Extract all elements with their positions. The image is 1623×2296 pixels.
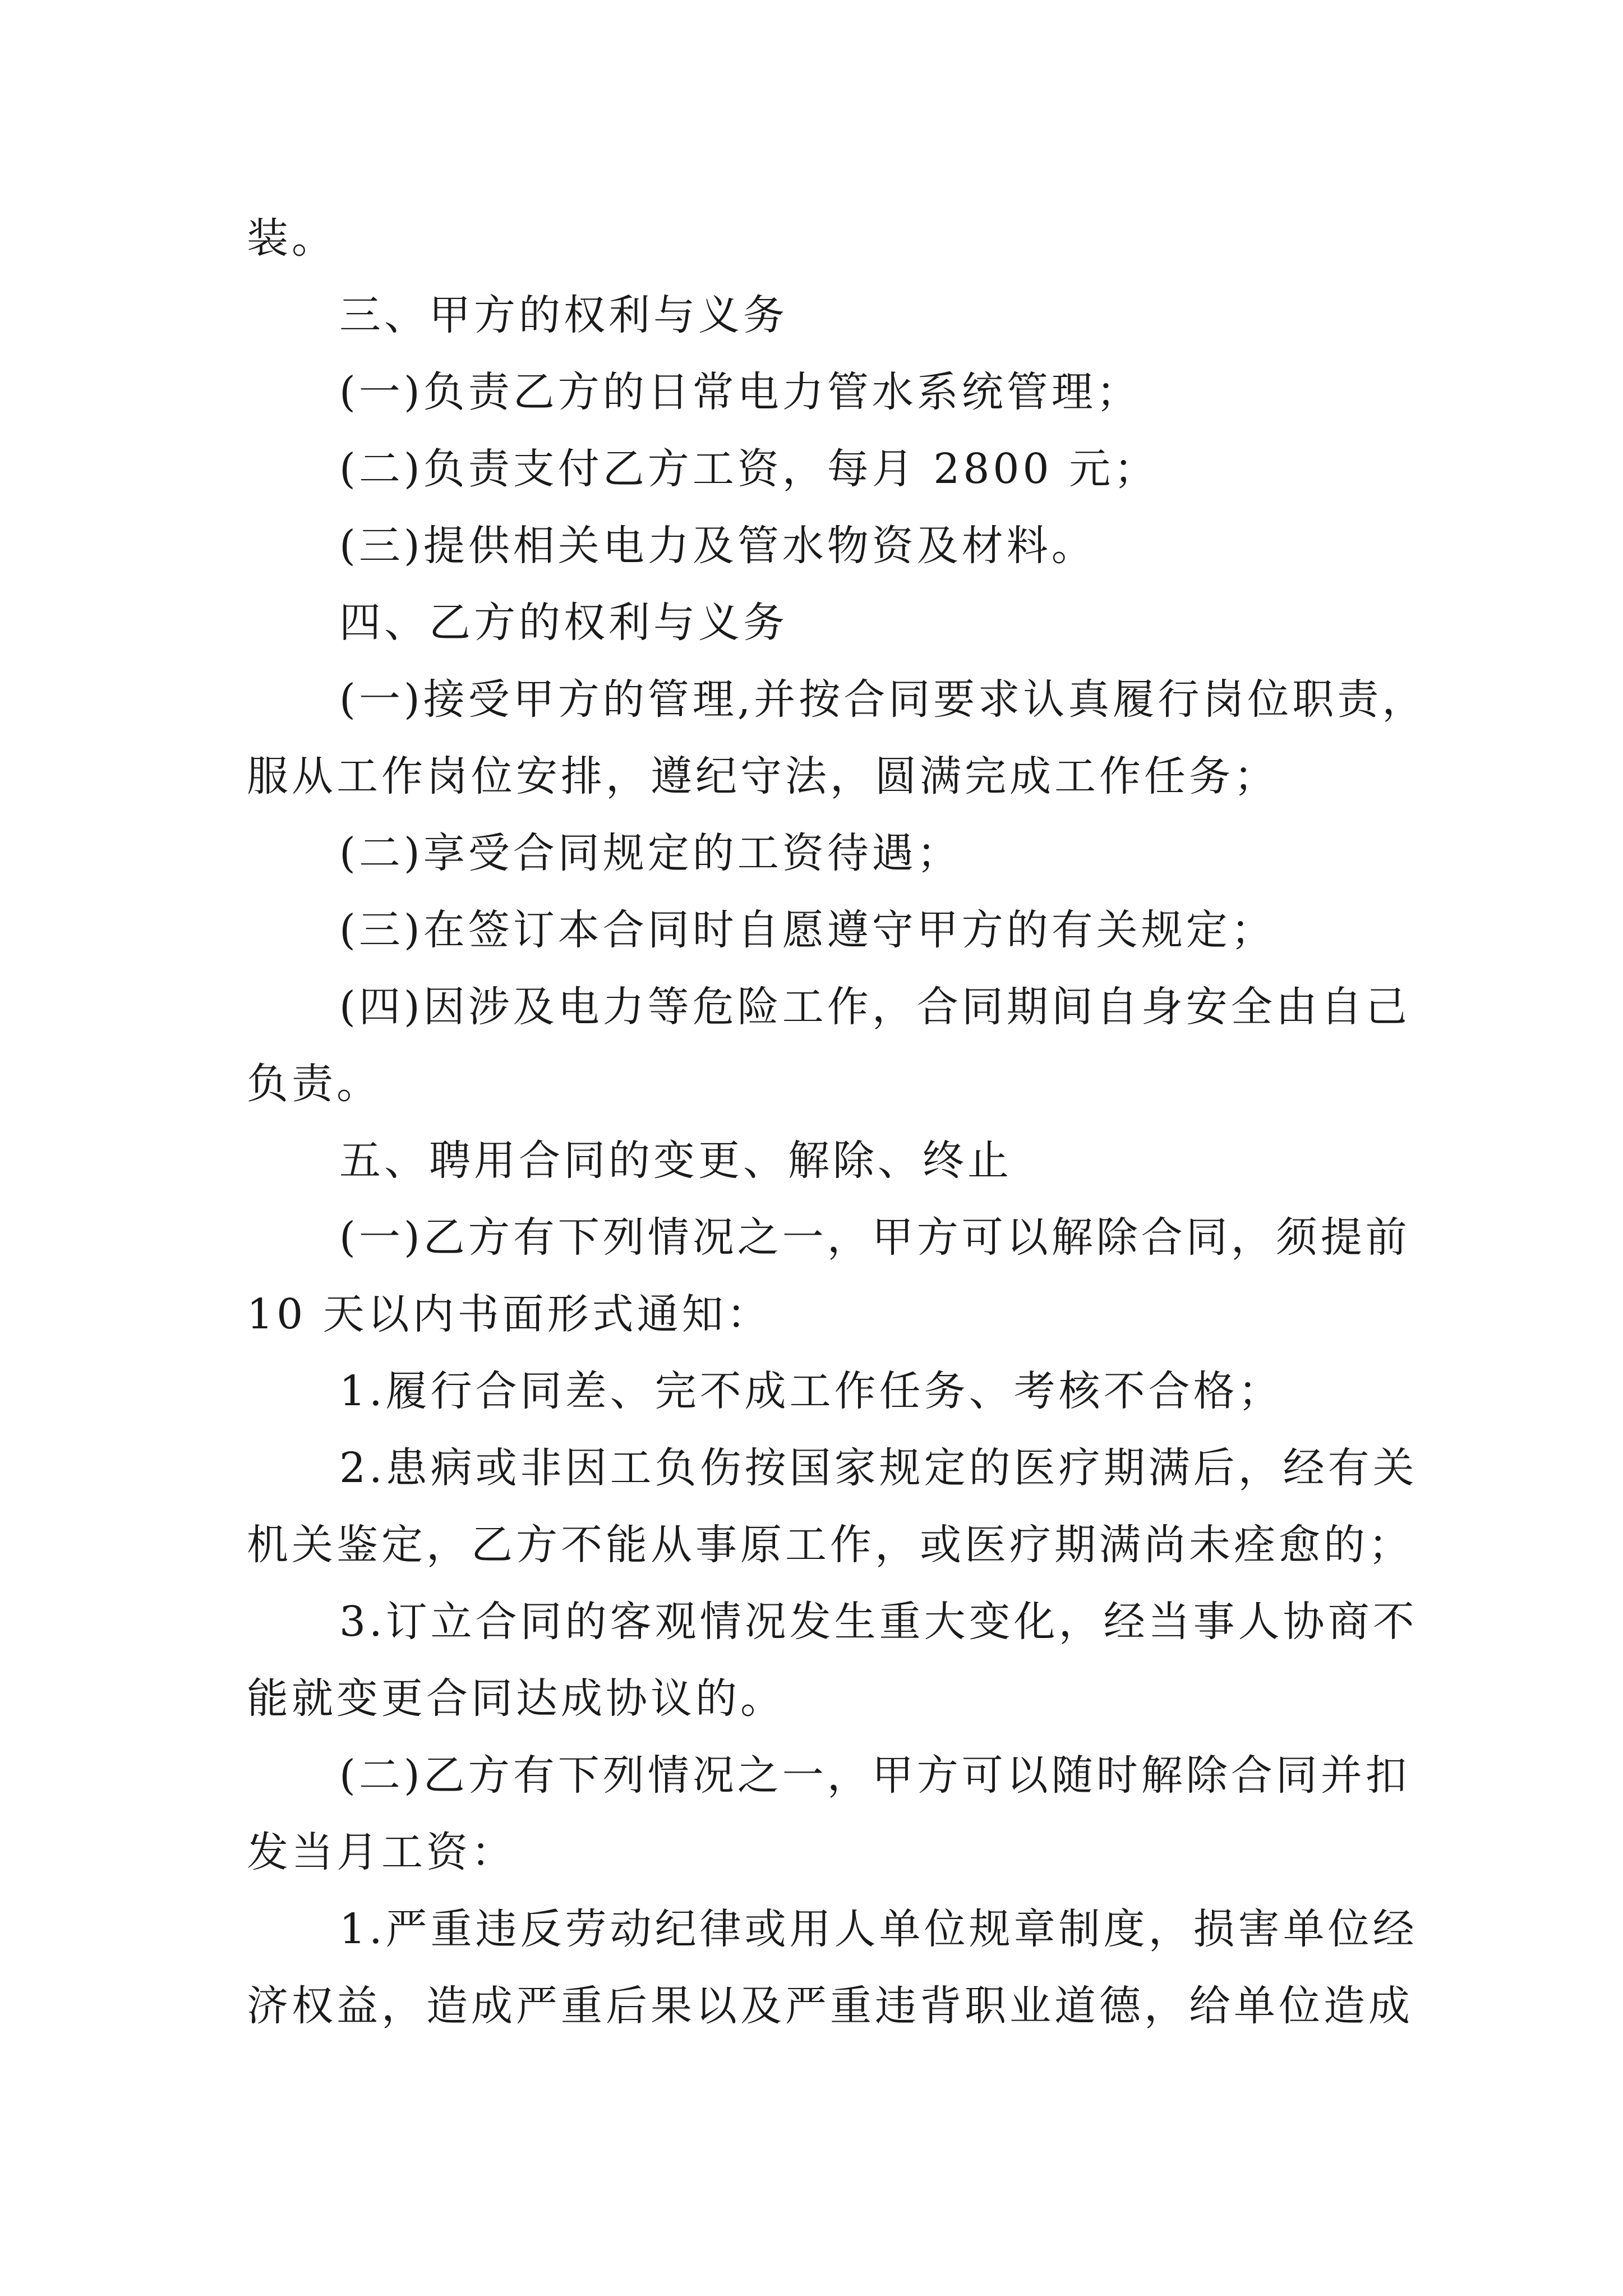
text-line-7: (一)接受甲方的管理,并按合同要求认真履行岗位职责， bbox=[339, 675, 1427, 724]
text-line-5: (三)提供相关电力及管水物资及材料。 bbox=[339, 522, 1096, 570]
section-heading-4: 四、乙方的权利与义务 bbox=[339, 599, 788, 647]
text-line-17: 2.患病或非因工负伤按国家规定的医疗期满后，经有关 bbox=[339, 1444, 1418, 1492]
text-line-21: (二)乙方有下列情况之一，甲方可以随时解除合同并扣 bbox=[339, 1751, 1410, 1800]
section-heading-5: 五、聘用合同的变更、解除、终止 bbox=[339, 1137, 1012, 1185]
text-line-20: 能就变更合同达成协议的。 bbox=[247, 1674, 785, 1723]
text-line-8: 服从工作岗位安排，遵纪守法，圆满完成工作任务； bbox=[247, 752, 1279, 800]
text-line-23: 1.严重违反劳动纪律或用人单位规章制度，损害单位经 bbox=[339, 1905, 1418, 1953]
text-line-24: 济权益，造成严重后果以及严重违背职业道德，给单位造成 bbox=[247, 1982, 1413, 2030]
text-line-3: (一)负责乙方的日常电力管水系统管理； bbox=[339, 368, 1141, 416]
text-line-15: 10 天以内书面形式通知： bbox=[247, 1290, 772, 1338]
text-line-22: 发当月工资： bbox=[247, 1828, 516, 1876]
text-line-9: (二)享受合同规定的工资待遇； bbox=[339, 829, 962, 877]
text-line-10: (三)在签订本合同时自愿遵守甲方的有关规定； bbox=[339, 906, 1276, 954]
text-line-16: 1.履行合同差、完不成工作任务、考核不合格； bbox=[339, 1367, 1283, 1415]
text-line-14: (一)乙方有下列情况之一，甲方可以解除合同，须提前 bbox=[339, 1213, 1410, 1262]
text-line-18: 机关鉴定，乙方不能从事原工作，或医疗期满尚未痊愈的； bbox=[247, 1521, 1413, 1569]
text-line-12: 负责。 bbox=[247, 1060, 381, 1108]
section-heading-3: 三、甲方的权利与义务 bbox=[339, 291, 788, 339]
text-line-4: (二)负责支付乙方工资，每月 2800 元； bbox=[339, 445, 1159, 493]
text-line-19: 3.订立合同的客观情况发生重大变化，经当事人协商不 bbox=[339, 1598, 1418, 1646]
text-line-11: (四)因涉及电力等危险工作，合同期间自身安全由自己 bbox=[339, 983, 1410, 1031]
text-line-1: 装。 bbox=[247, 214, 336, 263]
